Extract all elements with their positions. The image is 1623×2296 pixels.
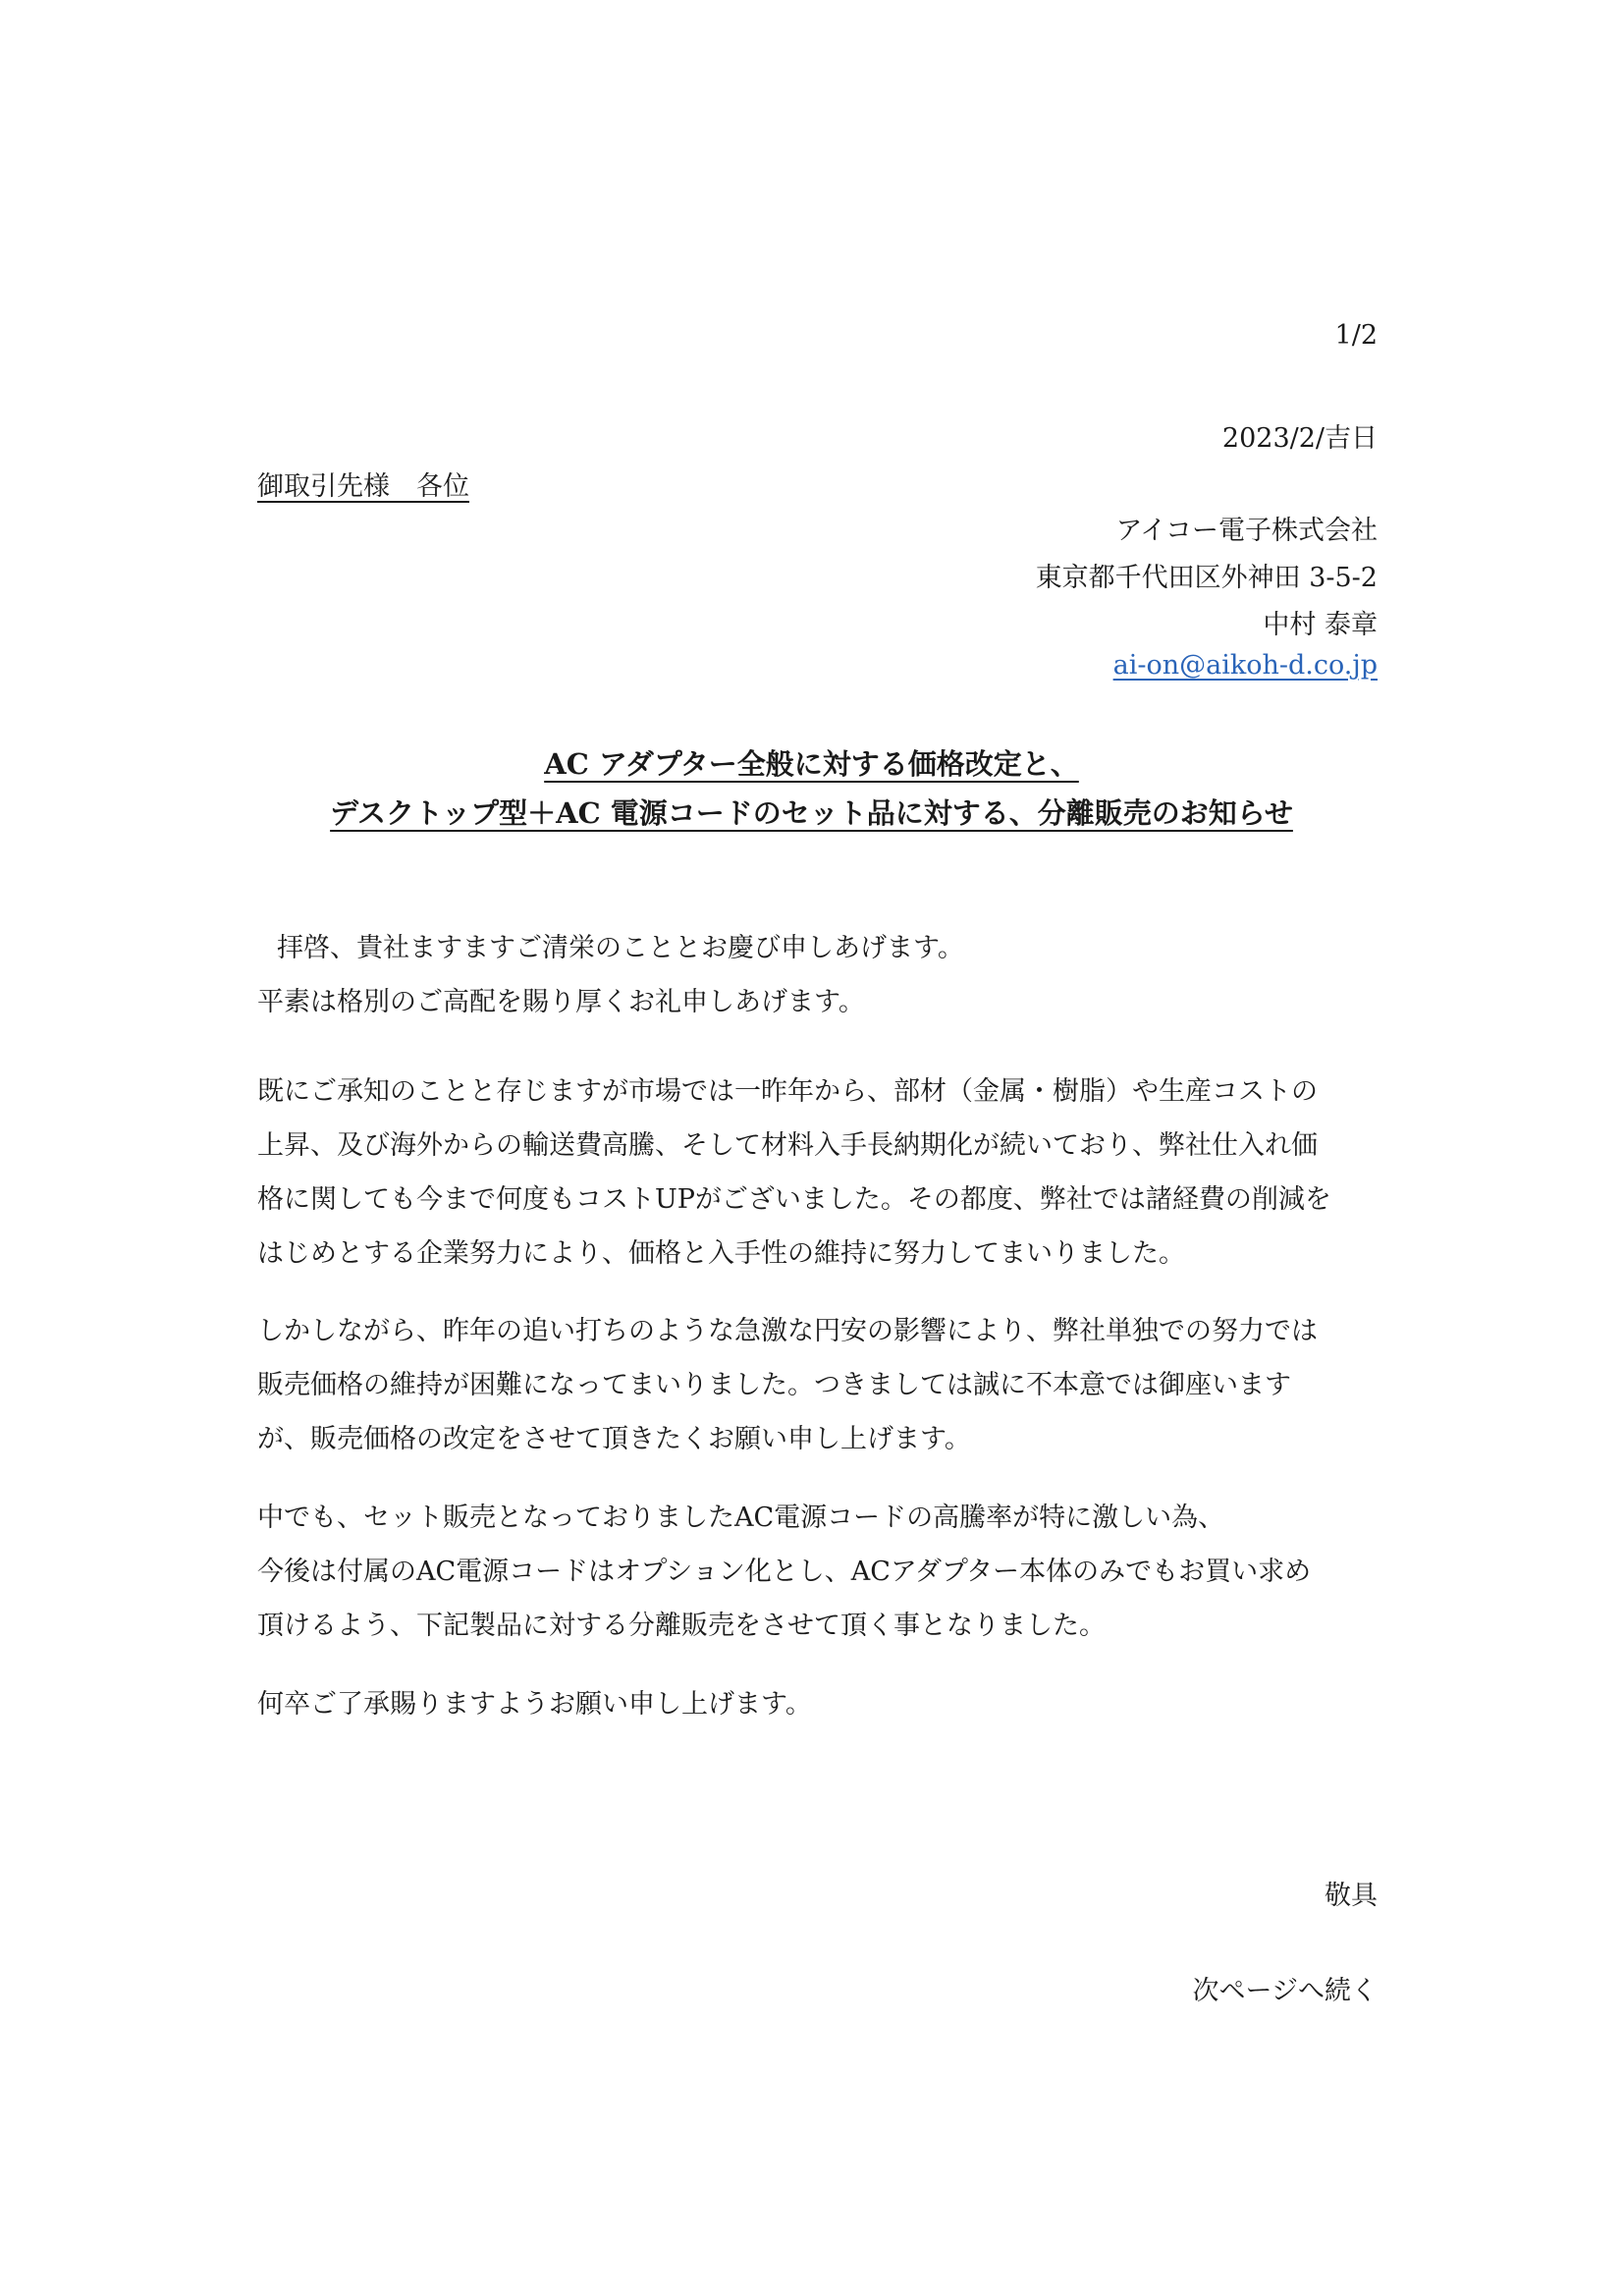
paragraph-line: 上昇、及び海外からの輸送費高騰、そして材料入手長納期化が続いており、弊社仕入れ価 [257,1130,1318,1161]
closing-keigu: 敬具 [1325,1881,1378,1911]
paragraph-line: 格に関しても今まで何度もコストUPがございました。その都度、弊社では諸経費の削減を [257,1184,1331,1215]
greeting-line: 拝啓、貴社ますますご清栄のこととお慶び申しあげます。 [277,933,964,963]
sender-email-link[interactable] [1113,650,1378,681]
paragraph-yen [257,1304,1318,1466]
paragraph-line: 既にご承知のことと存じますが市場では一昨年から、部材（金属・樹脂）や生産コストの [257,1076,1318,1107]
paragraph-line: 販売価格の維持が困難になってまいりました。つきましては誠に不本意では御座います [257,1370,1291,1400]
paragraph-line: 中でも、セット販売となっておりましたAC電源コードの高騰率が特に激しい為、 [257,1503,1225,1533]
letter-date: 2023/2/吉日 [1221,423,1378,454]
sender-email[interactable]: ai-on@aikoh-d.co.jp [1112,650,1378,681]
paragraph-line: 頂けるよう、下記製品に対する分離販売をさせて頂く事となりました。 [257,1611,1106,1641]
paragraph-separation [257,1491,1311,1653]
recipient: 御取引先様 各位 [257,471,469,502]
paragraph-line: はじめとする企業努力により、価格と入手性の維持に努力してまいりました。 [257,1238,1185,1269]
notice-title-line-1: AC アダプター全般に対する価格改定と、 [544,747,1079,781]
paragraph-market [257,1065,1331,1281]
sender-company: アイコー電子株式会社 [1115,516,1378,546]
sender-address: 東京都千代田区外神田 3-5-2 [1035,563,1378,593]
greeting-paragraph [257,921,964,1029]
continued-next-page: 次ページへ続く [1192,1976,1378,2006]
paragraph-line: 今後は付属のAC電源コードはオプション化とし、ACアダプター本体のみでもお買い求め [257,1557,1312,1587]
paragraph-line: しかしながら、昨年の追い打ちのような急激な円安の影響により、弊社単独での努力では [257,1316,1318,1346]
page-number: 1/2 [1334,320,1378,351]
sender-name: 中村 泰章 [1263,610,1378,640]
paragraph-line: 何卒ご了承賜りますようお願い申し上げます。 [257,1689,812,1720]
paragraph-line: が、販売価格の改定をさせて頂きたくお願い申し上げます。 [257,1424,971,1454]
notice-title-line-2: デスクトップ型＋AC 電源コードのセット品に対する、分離販売のお知らせ [330,796,1293,830]
greeting-line: 平素は格別のご高配を賜り厚くお礼申しあげます。 [257,987,865,1017]
paragraph-request [257,1677,812,1731]
